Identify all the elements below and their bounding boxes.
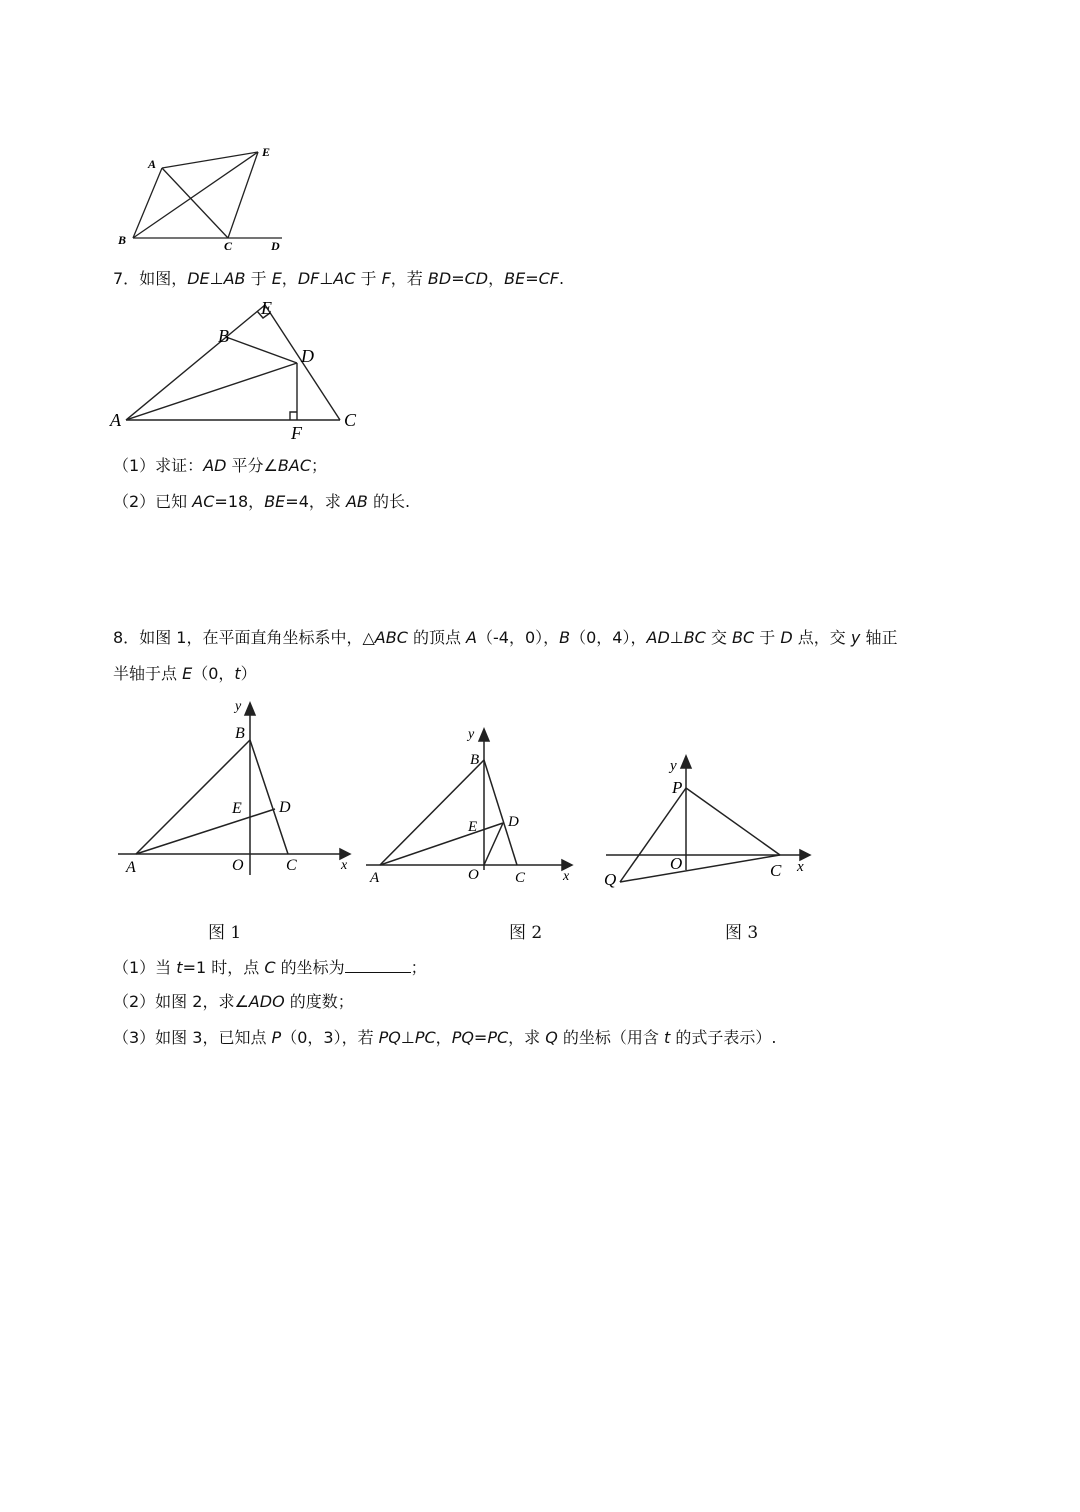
- point-label-b: B: [235, 725, 245, 742]
- point-label-b: B: [118, 233, 127, 247]
- math: D: [780, 628, 793, 647]
- question-number: 8．: [113, 628, 140, 647]
- point-label-o: O: [670, 854, 683, 873]
- text: （1）求证：: [113, 456, 204, 475]
- text: ⊥: [669, 628, 684, 647]
- figure-3: [598, 750, 818, 890]
- math: t: [176, 958, 183, 977]
- point-label-c: C: [224, 239, 233, 253]
- question-8-stem-line-1: [113, 627, 897, 649]
- math: ADO: [248, 992, 285, 1011]
- point-label-a: A: [148, 157, 157, 171]
- math: BAC: [277, 456, 311, 475]
- text: ⊥: [319, 269, 334, 288]
- text: ，: [281, 269, 298, 288]
- axis-label-y: y: [468, 727, 475, 742]
- text: 交: [705, 628, 733, 647]
- point-label-a: A: [110, 410, 121, 430]
- text: =4，求: [285, 492, 346, 511]
- text: =18，: [214, 492, 265, 511]
- text: ，若: [390, 269, 428, 288]
- text: （0，3），若: [281, 1028, 379, 1047]
- text: ，: [435, 1028, 452, 1047]
- figure-1: [110, 695, 370, 885]
- point-label-c: C: [286, 857, 297, 874]
- question-8-sub-2: [113, 991, 354, 1013]
- math: BC: [683, 628, 706, 647]
- math: Q: [545, 1028, 558, 1047]
- text: 轴正: [860, 628, 898, 647]
- text: 的坐标（用含: [557, 1028, 665, 1047]
- text: 的式子表示）.: [670, 1028, 777, 1047]
- math: A: [466, 628, 477, 647]
- question-8-sub-1: [113, 956, 427, 979]
- math: t: [234, 664, 241, 683]
- math: DE: [187, 269, 210, 288]
- math: ABC: [374, 628, 408, 647]
- point-label-d: D: [301, 346, 314, 366]
- axis-label-x: x: [341, 858, 348, 873]
- text: （2）如图 2，求∠: [113, 992, 249, 1011]
- point-label-e: E: [262, 145, 271, 159]
- point-label-d: D: [508, 814, 519, 830]
- text: （2）已知: [113, 492, 193, 511]
- figure-3-caption: 图 3: [725, 923, 759, 943]
- axis-label-y: y: [235, 699, 242, 714]
- math: AC: [192, 492, 215, 511]
- point-label-e: E: [468, 819, 478, 835]
- question-8-sub-3: [113, 1027, 777, 1049]
- point-label-p: P: [672, 778, 683, 797]
- text: =1 时，点: [182, 958, 265, 977]
- text: 的长.: [367, 492, 411, 511]
- math: AB: [345, 492, 368, 511]
- text: ，求: [508, 1028, 546, 1047]
- text: ⊥: [209, 269, 224, 288]
- point-label-a: A: [370, 870, 380, 886]
- figure-question-7: [100, 295, 380, 445]
- math: AC: [333, 269, 356, 288]
- text: 半轴于点: [113, 664, 183, 683]
- math: DF: [297, 269, 320, 288]
- math: P: [271, 1028, 282, 1047]
- math: AD: [646, 628, 670, 647]
- math: PQ: [378, 1028, 401, 1047]
- math: E: [182, 664, 193, 683]
- text: 于: [754, 628, 781, 647]
- math: F: [381, 269, 391, 288]
- text: 如图，: [139, 269, 188, 288]
- point-label-o: O: [232, 857, 244, 874]
- math: AD: [203, 456, 227, 475]
- point-label-c: C: [770, 861, 782, 880]
- point-label-o: O: [468, 867, 479, 883]
- point-label-f: F: [291, 423, 302, 443]
- point-label-d: D: [279, 799, 291, 816]
- math: t: [664, 1028, 671, 1047]
- text: （0，: [192, 664, 235, 683]
- text: ；: [310, 456, 327, 475]
- question-7-sub-1: [113, 455, 327, 477]
- point-label-a: A: [126, 859, 136, 876]
- math: y: [850, 628, 861, 647]
- math: BE: [264, 492, 286, 511]
- text: ；: [410, 958, 427, 977]
- text: 的度数；: [284, 992, 354, 1011]
- math: BD=CD: [427, 269, 489, 288]
- text: ⊥: [400, 1028, 415, 1047]
- text: 的坐标为: [275, 958, 345, 977]
- point-label-e: E: [261, 298, 272, 318]
- point-label-d: D: [271, 239, 280, 253]
- math: BC: [732, 628, 755, 647]
- axis-label-y: y: [670, 758, 677, 774]
- text: 于: [355, 269, 382, 288]
- answer-blank[interactable]: [345, 956, 411, 973]
- text: .: [558, 269, 565, 288]
- point-label-c: C: [344, 410, 357, 430]
- math: AB: [223, 269, 246, 288]
- text: 点，交: [792, 628, 851, 647]
- point-label-b: B: [218, 326, 229, 346]
- text: 平分∠: [226, 456, 278, 475]
- question-8-stem-line-2: [113, 663, 257, 685]
- math: C: [264, 958, 276, 977]
- axis-label-x: x: [563, 869, 570, 884]
- text: 的顶点: [407, 628, 467, 647]
- text: （0，4），: [570, 628, 647, 647]
- text: ）: [240, 664, 257, 683]
- figure-2: [360, 720, 590, 890]
- math: BE=CF: [504, 269, 559, 288]
- text: （1）当: [113, 958, 177, 977]
- question-number: 7．: [113, 269, 140, 288]
- math: B: [559, 628, 571, 647]
- text: 如图 1，在平面直角坐标系中，△: [139, 628, 375, 647]
- question-7-stem: [113, 268, 564, 290]
- figure-2-caption: 图 2: [509, 923, 543, 943]
- math: E: [271, 269, 282, 288]
- point-label-q: Q: [604, 870, 617, 889]
- point-label-c: C: [515, 870, 526, 886]
- axis-label-x: x: [797, 859, 804, 875]
- point-label-e: E: [232, 800, 242, 817]
- text: ，: [488, 269, 505, 288]
- math: PC: [414, 1028, 436, 1047]
- math: PQ=PC: [451, 1028, 509, 1047]
- point-label-b: B: [470, 752, 480, 768]
- figure-parallelogram: [110, 140, 300, 260]
- question-7-sub-2: [113, 491, 410, 513]
- text: （3）如图 3，已知点: [113, 1028, 272, 1047]
- text: （-4，0），: [477, 628, 560, 647]
- text: 于: [245, 269, 272, 288]
- figure-1-caption: 图 1: [208, 923, 242, 943]
